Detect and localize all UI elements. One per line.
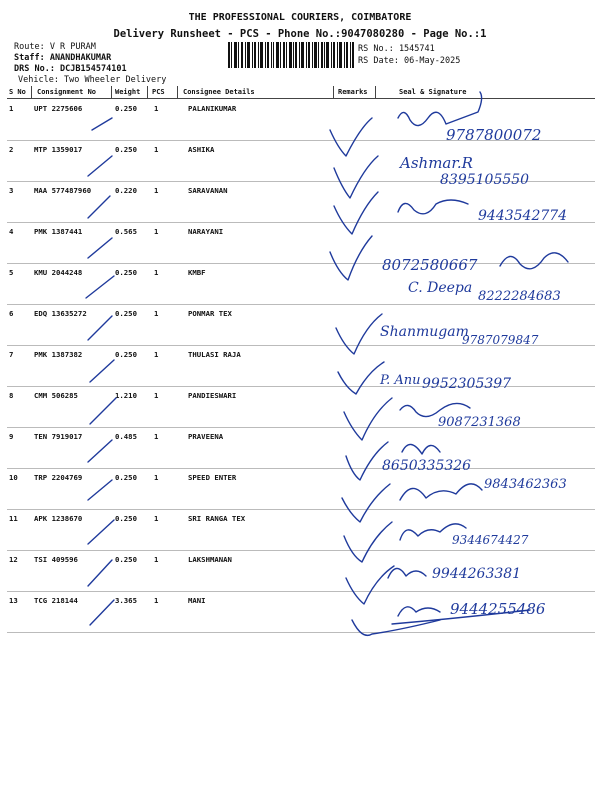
handwritten-name: Ashmar.R — [400, 154, 473, 172]
weight-cell: 0.250 — [115, 145, 137, 154]
weight-cell: 0.250 — [115, 104, 137, 113]
consignment-cell: CMM 506285 — [34, 391, 78, 400]
table-row — [7, 386, 595, 428]
consignee-cell: PALANIKUMAR — [188, 104, 237, 113]
weight-cell: 0.485 — [115, 432, 137, 441]
col-seal-signature: Seal & Signature — [399, 88, 467, 96]
table-row — [7, 140, 595, 182]
phone-note: 9787800072 — [446, 126, 542, 144]
rs-number: RS No.: 1545741 — [358, 44, 435, 54]
consignee-cell: PONMAR TEX — [188, 309, 232, 318]
consignee-cell: ASHIKA — [188, 145, 215, 154]
table-header — [7, 86, 595, 99]
phone-note: 8072580667 — [382, 256, 478, 274]
vehicle-info: Vehicle: Two Wheeler Delivery — [18, 75, 167, 85]
pcs-cell: 1 — [154, 186, 159, 195]
consignee-cell: LAKSHMANAN — [188, 555, 232, 564]
consignment-cell: PMK 1387441 — [34, 227, 83, 236]
sno-cell: 12 — [9, 555, 18, 564]
table-row — [7, 427, 595, 469]
consignment-cell: TSI 409596 — [34, 555, 78, 564]
table-row — [7, 263, 595, 305]
sno-cell: 6 — [9, 309, 14, 318]
weight-cell: 0.565 — [115, 227, 137, 236]
table-row — [7, 222, 595, 264]
pcs-cell: 1 — [154, 555, 159, 564]
handwritten-name: C. Deepa — [408, 280, 473, 296]
consignment-cell: TRP 2204769 — [34, 473, 83, 482]
sno-cell: 1 — [9, 104, 14, 113]
phone-note: 9787079847 — [462, 333, 539, 347]
table-row — [7, 99, 595, 141]
phone-note: 9843462363 — [484, 477, 567, 492]
weight-cell: 3.365 — [115, 596, 137, 605]
barcode — [228, 42, 354, 68]
pcs-cell: 1 — [154, 309, 159, 318]
sno-cell: 7 — [9, 350, 14, 359]
consignment-cell: MTP 1359017 — [34, 145, 83, 154]
consignment-cell: UPT 2275606 — [34, 104, 83, 113]
table-row — [7, 468, 595, 510]
weight-cell: 0.220 — [115, 186, 137, 195]
sno-cell: 2 — [9, 145, 14, 154]
weight-cell: 0.250 — [115, 268, 137, 277]
consignee-cell: NARAYANI — [188, 227, 224, 236]
handwritten-name: Shanmugam — [380, 324, 469, 340]
consignee-cell: SPEED ENTER — [188, 473, 237, 482]
phone-note: 9944263381 — [432, 566, 522, 582]
consignee-cell: MANI — [188, 596, 206, 605]
col-weight: Weight — [115, 88, 141, 96]
weight-cell: 0.250 — [115, 473, 137, 482]
weight-cell: 0.250 — [115, 514, 137, 523]
pcs-cell: 1 — [154, 473, 159, 482]
company-name: THE PROFESSIONAL COURIERS, COIMBATORE — [188, 12, 412, 23]
pcs-cell: 1 — [154, 514, 159, 523]
sno-cell: 10 — [9, 473, 18, 482]
drs-number: DRS No.: DCJB154574101 — [14, 64, 127, 74]
consignment-cell: KMU 2044248 — [34, 268, 83, 277]
pcs-cell: 1 — [154, 596, 159, 605]
phone-note: 9443542774 — [478, 208, 568, 224]
sno-cell: 11 — [9, 514, 18, 523]
consignment-cell: PMK 1387382 — [34, 350, 83, 359]
weight-cell: 0.250 — [115, 309, 137, 318]
runsheet-subtitle: Delivery Runsheet - PCS - Phone No.:9047080280 - Page No.:1 — [113, 28, 487, 40]
pcs-cell: 1 — [154, 227, 159, 236]
phone-note: 8222284683 — [478, 289, 561, 304]
phone-note: 8650335326 — [382, 458, 472, 474]
route-info: Route: V R PURAM — [14, 42, 96, 52]
sno-cell: 4 — [9, 227, 14, 236]
phone-note: 9344674427 — [452, 533, 529, 547]
weight-cell: 0.250 — [115, 555, 137, 564]
phone-note: 9087231368 — [438, 415, 521, 430]
sno-cell: 13 — [9, 596, 18, 605]
pcs-cell: 1 — [154, 145, 159, 154]
phone-note: 9444255486 — [450, 600, 546, 618]
consignee-cell: SARAVANAN — [188, 186, 228, 195]
col-remarks: Remarks — [338, 88, 368, 96]
sno-cell: 3 — [9, 186, 14, 195]
consignment-cell: EDQ 13635272 — [34, 309, 87, 318]
table-row — [7, 591, 595, 633]
consignee-cell: PANDIESWARI — [188, 391, 237, 400]
phone-note: 9952305397 — [422, 376, 512, 392]
weight-cell: 0.250 — [115, 350, 137, 359]
staff-info: Staff: ANANDHAKUMAR — [14, 53, 112, 63]
col-sno: S No — [9, 88, 26, 96]
consignee-cell: THULASI RAJA — [188, 350, 241, 359]
col-consignee: Consignee Details — [183, 88, 255, 96]
consignment-cell: TEN 7919017 — [34, 432, 83, 441]
sno-cell: 9 — [9, 432, 14, 441]
table-row — [7, 509, 595, 551]
col-pcs: PCS — [152, 88, 165, 96]
sno-cell: 5 — [9, 268, 14, 277]
table-row — [7, 345, 595, 387]
table-row — [7, 550, 595, 592]
rs-date: RS Date: 06-May-2025 — [358, 56, 461, 66]
pcs-cell: 1 — [154, 104, 159, 113]
consignment-cell: APK 1238670 — [34, 514, 83, 523]
pcs-cell: 1 — [154, 268, 159, 277]
phone-note: 8395105550 — [440, 172, 530, 188]
consignment-cell: TCG 218144 — [34, 596, 78, 605]
table-row — [7, 304, 595, 346]
col-consignment: Consignment No — [37, 88, 97, 96]
table-row — [7, 181, 595, 223]
consignee-cell: KMBF — [188, 268, 206, 277]
pcs-cell: 1 — [154, 391, 159, 400]
consignment-cell: MAA 577487960 — [34, 186, 92, 195]
consignee-cell: PRAVEENA — [188, 432, 224, 441]
pcs-cell: 1 — [154, 432, 159, 441]
pcs-cell: 1 — [154, 350, 159, 359]
weight-cell: 1.210 — [115, 391, 137, 400]
consignee-cell: SRI RANGA TEX — [188, 514, 246, 523]
handwritten-name: P. Anu — [380, 373, 421, 388]
sno-cell: 8 — [9, 391, 14, 400]
